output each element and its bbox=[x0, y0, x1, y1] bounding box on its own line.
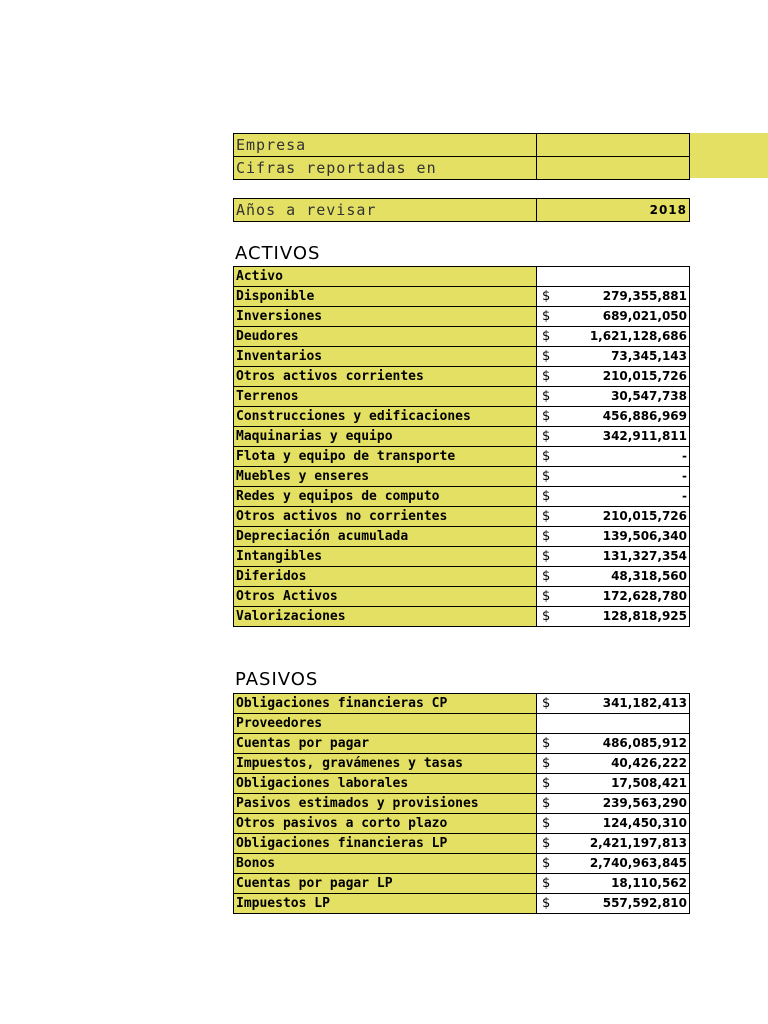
table-row bbox=[234, 814, 690, 834]
row-label: Obligaciones financieras CP bbox=[234, 694, 537, 714]
table-row bbox=[234, 347, 690, 367]
row-value: 124,450,310 bbox=[602, 816, 687, 830]
empresa-value-cell[interactable] bbox=[537, 134, 690, 157]
row-label: Flota y equipo de transporte bbox=[234, 447, 537, 467]
row-value: 341,182,413 bbox=[602, 696, 687, 710]
row-value: 48,318,560 bbox=[611, 569, 687, 583]
row-value-cell[interactable] bbox=[537, 874, 690, 894]
activos-table bbox=[233, 266, 690, 627]
row-label: Intangibles bbox=[234, 547, 537, 567]
currency-symbol: $ bbox=[542, 429, 551, 444]
row-value-cell[interactable] bbox=[537, 567, 690, 587]
row-label: Obligaciones financieras LP bbox=[234, 834, 537, 854]
row-value-cell[interactable] bbox=[537, 467, 690, 487]
row-label: Terrenos bbox=[234, 387, 537, 407]
row-label: Inventarios bbox=[234, 347, 537, 367]
pasivos-table bbox=[233, 693, 690, 914]
row-label: Otros activos no corrientes bbox=[234, 507, 537, 527]
anos-table bbox=[233, 198, 690, 222]
table-row bbox=[234, 327, 690, 347]
row-value-cell[interactable] bbox=[537, 487, 690, 507]
row-value-cell[interactable] bbox=[537, 307, 690, 327]
currency-symbol: $ bbox=[542, 329, 551, 344]
row-value: 18,110,562 bbox=[611, 876, 687, 890]
currency-symbol: $ bbox=[542, 896, 551, 911]
table-row bbox=[234, 447, 690, 467]
row-value: 40,426,222 bbox=[611, 756, 687, 770]
currency-symbol: $ bbox=[542, 369, 551, 384]
row-value: 172,628,780 bbox=[602, 589, 687, 603]
row-label: Redes y equipos de computo bbox=[234, 487, 537, 507]
currency-symbol: $ bbox=[542, 836, 551, 851]
anos-value[interactable]: 2018 bbox=[537, 199, 690, 222]
currency-symbol: $ bbox=[542, 816, 551, 831]
row-label: Otros activos corrientes bbox=[234, 367, 537, 387]
row-label: Cuentas por pagar LP bbox=[234, 874, 537, 894]
table-row bbox=[234, 794, 690, 814]
currency-symbol: $ bbox=[542, 549, 551, 564]
row-label: Depreciación acumulada bbox=[234, 527, 537, 547]
currency-symbol: $ bbox=[542, 856, 551, 871]
table-row bbox=[234, 567, 690, 587]
row-value-cell[interactable] bbox=[537, 427, 690, 447]
row-value-cell[interactable] bbox=[537, 327, 690, 347]
currency-symbol: $ bbox=[542, 529, 551, 544]
row-value: 17,508,421 bbox=[611, 776, 687, 790]
row-label: Construcciones y edificaciones bbox=[234, 407, 537, 427]
header-yellow-block bbox=[688, 133, 768, 178]
table-row bbox=[234, 774, 690, 794]
row-value-cell[interactable] bbox=[537, 547, 690, 567]
cifras-row bbox=[234, 157, 690, 180]
currency-symbol: $ bbox=[542, 736, 551, 751]
row-value: - bbox=[682, 489, 687, 503]
currency-symbol: $ bbox=[542, 409, 551, 424]
currency-symbol: $ bbox=[542, 696, 551, 711]
company-info-table bbox=[233, 133, 690, 180]
row-value: 73,345,143 bbox=[611, 349, 687, 363]
row-value: 342,911,811 bbox=[602, 429, 687, 443]
empresa-label: Empresa bbox=[234, 134, 537, 157]
currency-symbol: $ bbox=[542, 389, 551, 404]
row-value-cell[interactable] bbox=[537, 387, 690, 407]
row-value: 1,621,128,686 bbox=[589, 329, 687, 343]
row-label: Diferidos bbox=[234, 567, 537, 587]
table-row bbox=[234, 527, 690, 547]
currency-symbol: $ bbox=[542, 309, 551, 324]
row-value: 210,015,726 bbox=[602, 369, 687, 383]
table-row bbox=[234, 387, 690, 407]
table-row bbox=[234, 287, 690, 307]
row-value-cell[interactable] bbox=[537, 734, 690, 754]
table-row bbox=[234, 507, 690, 527]
empresa-row bbox=[234, 134, 690, 157]
row-label: Pasivos estimados y provisiones bbox=[234, 794, 537, 814]
anos-label: Años a revisar bbox=[234, 199, 537, 222]
table-row bbox=[234, 734, 690, 754]
row-label: Activo bbox=[234, 267, 537, 287]
currency-symbol: $ bbox=[542, 469, 551, 484]
table-row bbox=[234, 547, 690, 567]
currency-symbol: $ bbox=[542, 349, 551, 364]
row-label: Proveedores bbox=[234, 714, 537, 734]
row-value-cell[interactable] bbox=[537, 694, 690, 714]
currency-symbol: $ bbox=[542, 776, 551, 791]
pasivos-title: PASIVOS bbox=[235, 669, 319, 690]
row-value-cell[interactable] bbox=[537, 587, 690, 607]
currency-symbol: $ bbox=[542, 876, 551, 891]
currency-symbol: $ bbox=[542, 449, 551, 464]
row-label: Impuestos, gravámenes y tasas bbox=[234, 754, 537, 774]
row-value: 139,506,340 bbox=[602, 529, 687, 543]
row-value-cell[interactable] bbox=[537, 834, 690, 854]
row-value: 689,021,050 bbox=[602, 309, 687, 323]
currency-symbol: $ bbox=[542, 756, 551, 771]
row-value: - bbox=[682, 449, 687, 463]
table-row bbox=[234, 834, 690, 854]
row-value: 30,547,738 bbox=[611, 389, 687, 403]
table-row bbox=[234, 587, 690, 607]
table-row bbox=[234, 427, 690, 447]
table-row bbox=[234, 487, 690, 507]
row-label: Disponible bbox=[234, 287, 537, 307]
table-row bbox=[234, 714, 690, 734]
row-value-cell[interactable] bbox=[537, 507, 690, 527]
row-value-cell[interactable] bbox=[537, 267, 690, 287]
anos-row bbox=[234, 199, 690, 222]
row-label: Valorizaciones bbox=[234, 607, 537, 627]
row-label: Bonos bbox=[234, 854, 537, 874]
row-label: Cuentas por pagar bbox=[234, 734, 537, 754]
row-value-cell[interactable] bbox=[537, 814, 690, 834]
row-value: 557,592,810 bbox=[602, 896, 687, 910]
row-value: 2,421,197,813 bbox=[589, 836, 687, 850]
row-value-cell[interactable] bbox=[537, 774, 690, 794]
table-row bbox=[234, 894, 690, 914]
row-value-cell[interactable] bbox=[537, 854, 690, 874]
row-label: Inversiones bbox=[234, 307, 537, 327]
table-row bbox=[234, 854, 690, 874]
row-label: Deudores bbox=[234, 327, 537, 347]
row-label: Impuestos LP bbox=[234, 894, 537, 914]
row-value-cell[interactable] bbox=[537, 447, 690, 467]
row-label: Obligaciones laborales bbox=[234, 774, 537, 794]
currency-symbol: $ bbox=[542, 569, 551, 584]
currency-symbol: $ bbox=[542, 609, 551, 624]
row-value: - bbox=[682, 469, 687, 483]
row-value-cell[interactable] bbox=[537, 714, 690, 734]
row-value: 210,015,726 bbox=[602, 509, 687, 523]
row-value: 456,886,969 bbox=[602, 409, 687, 423]
row-value-cell[interactable] bbox=[537, 347, 690, 367]
row-value-cell[interactable] bbox=[537, 607, 690, 627]
row-value: 486,085,912 bbox=[602, 736, 687, 750]
cifras-value-cell[interactable] bbox=[537, 157, 690, 180]
currency-symbol: $ bbox=[542, 489, 551, 504]
row-value-cell[interactable] bbox=[537, 407, 690, 427]
table-row bbox=[234, 307, 690, 327]
table-row bbox=[234, 467, 690, 487]
table-row bbox=[234, 407, 690, 427]
row-value-cell[interactable] bbox=[537, 367, 690, 387]
row-label: Otros Activos bbox=[234, 587, 537, 607]
currency-symbol: $ bbox=[542, 589, 551, 604]
activos-title: ACTIVOS bbox=[235, 243, 321, 264]
row-value: 279,355,881 bbox=[602, 289, 687, 303]
row-value-cell[interactable] bbox=[537, 754, 690, 774]
table-row bbox=[234, 367, 690, 387]
row-value: 2,740,963,845 bbox=[589, 856, 687, 870]
table-row bbox=[234, 754, 690, 774]
row-value-cell[interactable] bbox=[537, 794, 690, 814]
row-label: Otros pasivos a corto plazo bbox=[234, 814, 537, 834]
row-value-cell[interactable] bbox=[537, 527, 690, 547]
table-row bbox=[234, 267, 690, 287]
currency-symbol: $ bbox=[542, 289, 551, 304]
table-row bbox=[234, 607, 690, 627]
table-row bbox=[234, 874, 690, 894]
table-row bbox=[234, 694, 690, 714]
row-label: Maquinarias y equipo bbox=[234, 427, 537, 447]
currency-symbol: $ bbox=[542, 796, 551, 811]
row-value-cell[interactable] bbox=[537, 287, 690, 307]
row-value: 131,327,354 bbox=[602, 549, 687, 563]
row-value: 239,563,290 bbox=[602, 796, 687, 810]
cifras-label: Cifras reportadas en bbox=[234, 157, 537, 180]
row-value-cell[interactable] bbox=[537, 894, 690, 914]
currency-symbol: $ bbox=[542, 509, 551, 524]
row-label: Muebles y enseres bbox=[234, 467, 537, 487]
row-value: 128,818,925 bbox=[602, 609, 687, 623]
